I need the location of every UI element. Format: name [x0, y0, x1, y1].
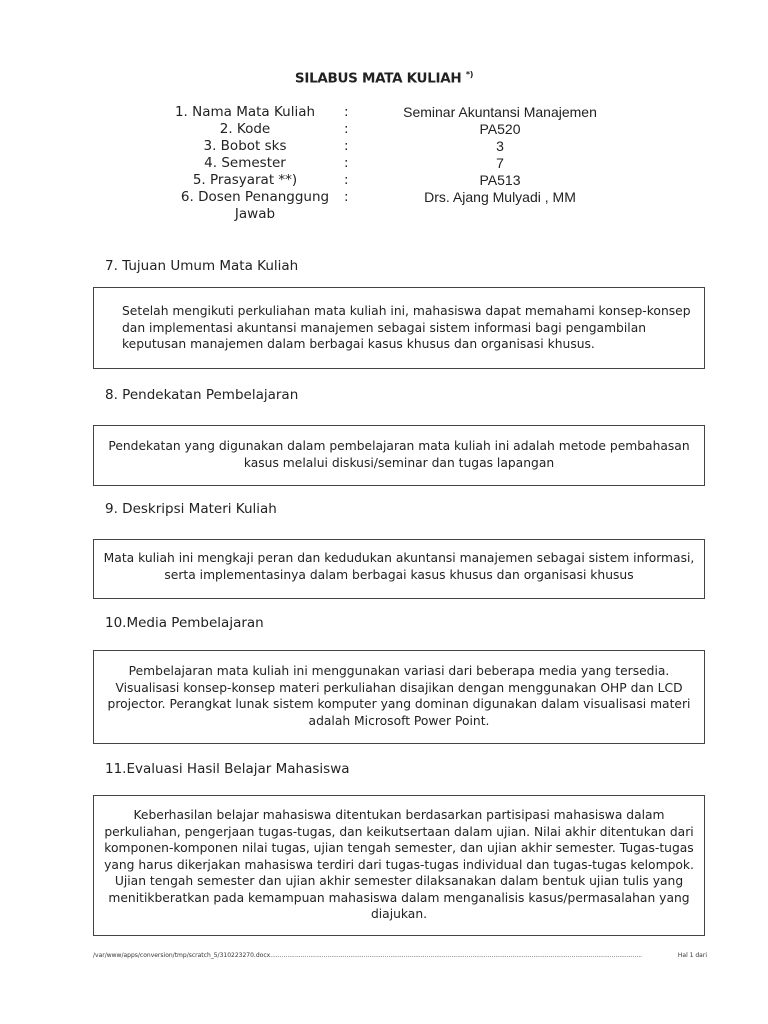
section-box: Keberhasilan belajar mahasiswa ditentukan berdasarkan partisipasi mahasiswa dalam perkuliahan, pengerjaan tugas-tugas, dan keikutsertaan dalam ujian. Nilai akhir ditentukan dari komponen-komponen nilai tugas, ujian tengah semester, dan ujian akhir semester. Tugas-tugas yang harus dikerjakan mahasiswa terdiri dari tugas-tugas individual dan tugas-tugas kelompok. Ujian tengah semester dan ujian akhir semester dilaksanakan dalam bentuk ujian tulis yang menitikberatkan pada kemampuan mahasiswa dalam menganalisis kasus/permasalahan yang diajukan. [93, 795, 705, 936]
section-box: Pembelajaran mata kuliah ini menggunakan variasi dari beberapa media yang tersedia. Visualisasi konsep-konsep materi perkuliahan disajikan dengan menggunakan OHP dan LCD projector. Perangkat lunak sistem komputer yang dominan digunakan dalam visualisasi materi adalah Microsoft Power Point. [93, 650, 705, 744]
info-row: 4. Semester : 7 [204, 155, 504, 171]
info-row: 6. Dosen Penanggung Jawab : Drs. Ajang Mulyadi , MM [180, 189, 576, 222]
section-heading: 7. Tujuan Umum Mata Kuliah [105, 258, 299, 274]
document-title: SILABUS MATA KULIAH *) [294, 70, 474, 87]
page-number: Hal 1 dari [677, 952, 707, 959]
info-row: 3. Bobot sks : 3 [203, 138, 504, 154]
section-box: Mata kuliah ini mengkaji peran dan kedudukan akuntansi manajemen sebagai sistem informasi, serta implementasinya dalam berbagai kasus khusus dan organisasi khusus [93, 539, 705, 599]
info-row: 5. Prasyarat **) : PA513 [192, 172, 521, 188]
section-box: Setelah mengikuti perkuliahan mata kuliah ini, mahasiswa dapat memahami konsep-konsep dan implementasi akuntansi manajemen sebagai sistem informasi bagi pengambilan keputusan manajemen dalam berbagai kasus khusus dan organisasi khusus. [93, 287, 705, 369]
info-row: 1. Nama Mata Kuliah : Seminar Akuntansi Manajemen [174, 104, 597, 120]
file-path: /var/www/apps/conversion/tmp/scratch_5/310223270.docx................................................................................................................................................................................................... [93, 952, 643, 959]
page-footer [93, 952, 707, 959]
section-heading: 9. Deskripsi Materi Kuliah [105, 501, 277, 517]
info-row: 2. Kode : PA520 [219, 121, 521, 137]
section-heading: 11.Evaluasi Hasil Belajar Mahasiswa [105, 761, 350, 777]
section-box: Pendekatan yang digunakan dalam pembelajaran mata kuliah ini adalah metode pembahasan kasus melalui diskusi/seminar dan tugas lapangan [93, 425, 705, 486]
section-heading: 10.Media Pembelajaran [105, 615, 264, 631]
section-heading: 8. Pendekatan Pembelajaran [105, 387, 299, 403]
